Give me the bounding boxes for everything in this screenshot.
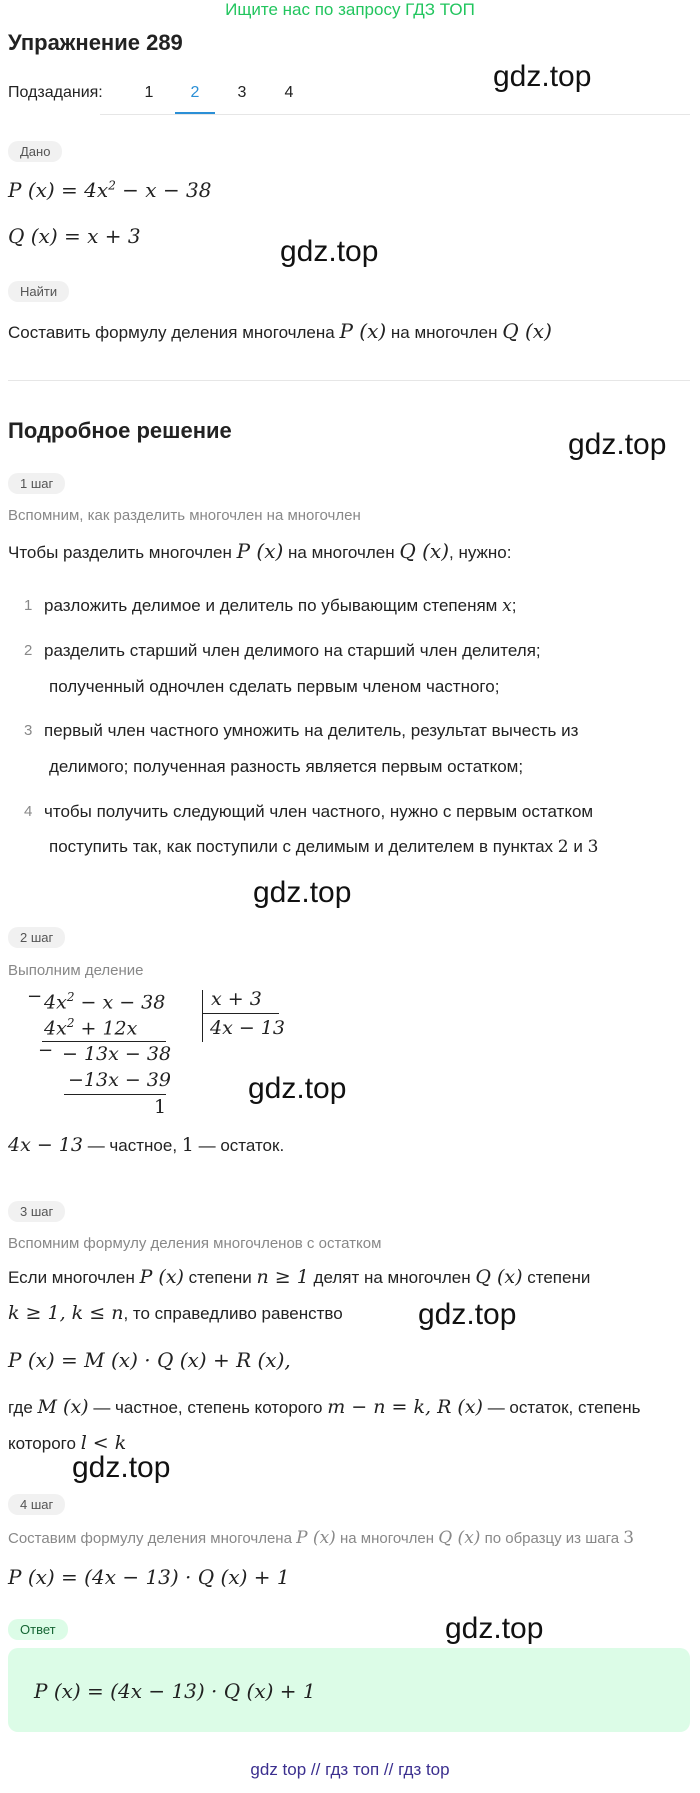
step-1-pill: 1 шаг bbox=[8, 473, 65, 494]
watermark: gdz.top bbox=[568, 428, 667, 461]
division-rule bbox=[203, 1013, 279, 1014]
step-3-line-2: k ≥ 1, k ≤ n, то справедливо равенство bbox=[8, 1302, 343, 1324]
page-title: Упражнение 289 bbox=[8, 30, 183, 55]
top-banner[interactable]: Ищите нас по запросу ГДЗ ТОП bbox=[225, 0, 475, 19]
division-dividend: $4x^2 - x - 38$ bbox=[44, 990, 166, 1014]
list-item: первый член частного умножить на делитель, результат вычесть из bbox=[44, 721, 579, 740]
given-q-formula: Q (x) = x + 3 bbox=[8, 224, 141, 248]
find-pill: Найти bbox=[8, 281, 69, 302]
step-4-pill: 4 шаг bbox=[8, 1494, 65, 1515]
step-1-hint: Вспомним, как разделить многочлен на многочлен bbox=[8, 507, 361, 524]
division-subtrahend-2: −13x − 39 bbox=[68, 1069, 171, 1091]
footer-links[interactable]: gdz top // гдз топ // гдз top bbox=[250, 1760, 450, 1779]
division-minus-sign: − bbox=[38, 1040, 54, 1061]
watermark: gdz.top bbox=[253, 876, 352, 909]
answer-formula: P (x) = (4x − 13) · Q (x) + 1 bbox=[34, 1679, 316, 1703]
list-item: разложить делимое и делитель по убывающим степеням x; bbox=[44, 596, 517, 616]
division-subtrahend-1: $4x^2 + 12x$ bbox=[44, 1016, 138, 1040]
subtasks-label: Подзадания: bbox=[8, 84, 103, 101]
watermark: gdz.top bbox=[445, 1612, 544, 1645]
step-3-formula: P (x) = M (x) · Q (x) + R (x), bbox=[8, 1348, 291, 1372]
step-3-hint: Вспомним формулу деления многочленов с остатком bbox=[8, 1235, 382, 1252]
list-item-continuation: полученный одночлен сделать первым членом частного; bbox=[49, 677, 500, 696]
step-3-line-1: Если многочлен P (x) степени n ≥ 1 делят на многочлен Q (x) степени bbox=[8, 1266, 591, 1288]
watermark: gdz.top bbox=[418, 1298, 517, 1331]
division-remainder-1: − 13x − 38 bbox=[62, 1043, 172, 1065]
division-bracket bbox=[202, 990, 203, 1042]
list-item-number: 2 bbox=[24, 642, 33, 659]
answer-pill: Ответ bbox=[8, 1619, 68, 1640]
division-minus-sign: − bbox=[27, 986, 43, 1007]
step-2-result: 4x − 13 — частное, 1 — остаток. bbox=[8, 1134, 285, 1156]
division-rule bbox=[64, 1094, 166, 1095]
list-item-number: 3 bbox=[24, 722, 33, 739]
list-item-number: 4 bbox=[24, 803, 33, 820]
step-1-intro: Чтобы разделить многочлен P (x) на многочлен Q (x), нужно: bbox=[8, 539, 512, 563]
step-3-pill: 3 шаг bbox=[8, 1201, 65, 1222]
given-pill: Дано bbox=[8, 141, 62, 162]
given-p-formula: P $(x) = 4x^2 - x - 38$ bbox=[8, 178, 212, 202]
watermark: gdz.top bbox=[493, 60, 592, 93]
watermark: gdz.top bbox=[280, 235, 379, 268]
step-3-line-4: которого l < k bbox=[8, 1432, 127, 1454]
step-2-hint: Выполним деление bbox=[8, 962, 144, 979]
step-4-formula: P (x) = (4x − 13) · Q (x) + 1 bbox=[8, 1565, 290, 1589]
solution-title: Подробное решение bbox=[8, 418, 232, 443]
list-item-number: 1 bbox=[24, 597, 33, 614]
division-final-remainder: 1 bbox=[154, 1096, 167, 1118]
division-quotient: 4x − 13 bbox=[210, 1017, 285, 1039]
division-divisor: x + 3 bbox=[211, 988, 262, 1010]
list-item: чтобы получить следующий член частного, нужно с первым остатком bbox=[44, 802, 594, 821]
find-text: Составить формулу деления многочлена P (x) на многочлен Q (x) bbox=[8, 319, 552, 343]
subtask-tab-2[interactable]: 2 bbox=[190, 84, 200, 101]
subtask-tab-1[interactable]: 1 bbox=[144, 84, 154, 101]
step-2-pill: 2 шаг bbox=[8, 927, 65, 948]
subtask-tab-3[interactable]: 3 bbox=[237, 84, 247, 101]
list-item-continuation: делимого; полученная разность является первым остатком; bbox=[49, 757, 524, 776]
watermark: gdz.top bbox=[248, 1072, 347, 1105]
subtask-tab-4[interactable]: 4 bbox=[284, 84, 294, 101]
list-item: разделить старший член делимого на старший член делителя; bbox=[44, 641, 541, 660]
watermark: gdz.top bbox=[72, 1451, 171, 1484]
step-4-hint: Составим формулу деления многочлена P (x) на многочлен Q (x) по образцу из шага 3 bbox=[8, 1528, 635, 1548]
step-3-line-3: где M (x) — частное, степень которого m − n = k, R (x) — остаток, степень bbox=[8, 1396, 641, 1418]
division-rule bbox=[42, 1041, 166, 1042]
list-item-continuation: поступить так, как поступили с делимым и делителем в пунктах 2 и 3 bbox=[49, 837, 599, 857]
